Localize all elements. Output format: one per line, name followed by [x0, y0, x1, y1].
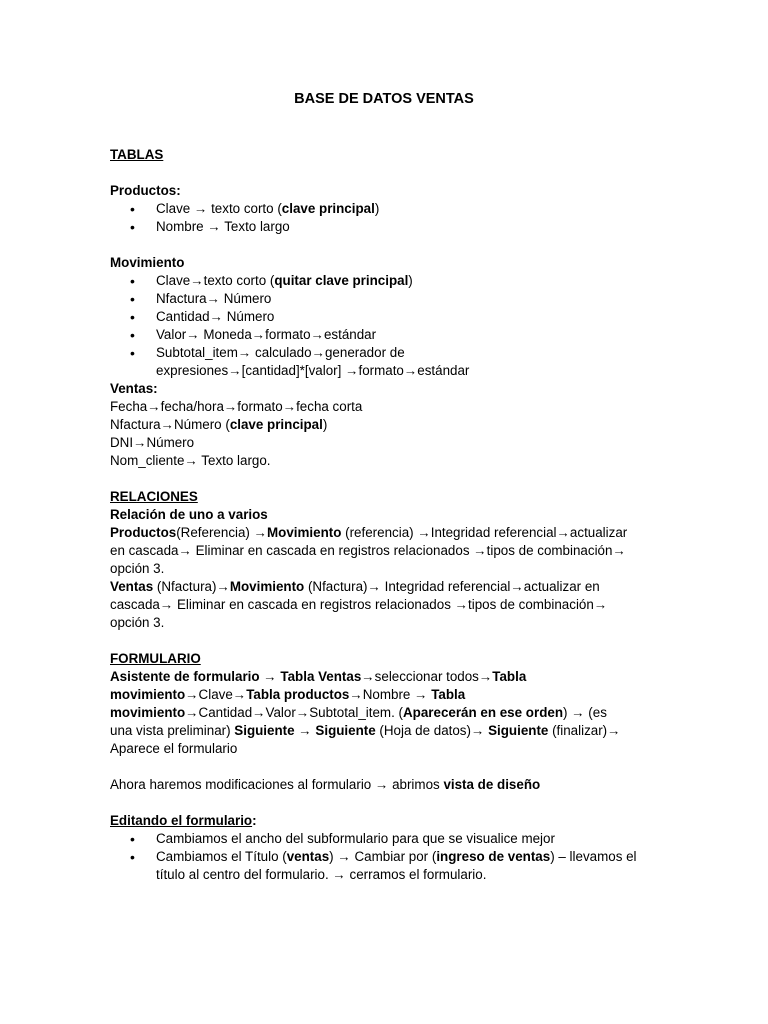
- arrow-icon: [161, 417, 174, 432]
- arrow-icon: [367, 579, 380, 594]
- arrow-icon: [254, 525, 267, 540]
- list-item: • Nombre → Texto largo: [110, 218, 670, 236]
- arrow-icon: [612, 543, 625, 558]
- arrow-icon: [224, 399, 237, 414]
- section-heading-tablas: TABLAS: [110, 147, 164, 162]
- arrow-icon: [194, 201, 207, 216]
- arrow-icon: [185, 687, 198, 702]
- movimiento-heading: Movimiento: [110, 255, 185, 270]
- ventas-line: DNI→ Número: [110, 434, 670, 452]
- section-heading-relaciones: RELACIONES: [110, 489, 198, 504]
- arrow-icon: [185, 705, 198, 720]
- document-body: [110, 89, 670, 884]
- arrow-icon: [594, 597, 607, 612]
- arrow-icon: [479, 669, 492, 684]
- relaciones-paragraph-2: Ventas (Nfactura)→ Movimiento (Nfactura)→ Integridad referencial→ actualizar en cascada→ Eliminar en cascada en registros relacionados → tipos de combinación→ opción 3.: [110, 578, 670, 632]
- arrow-icon: [263, 669, 276, 684]
- arrow-icon: [133, 435, 146, 450]
- arrow-icon: [228, 363, 241, 378]
- arrow-icon: [473, 543, 486, 558]
- arrow-icon: [571, 705, 584, 720]
- arrow-icon: [404, 363, 417, 378]
- arrow-icon: [471, 723, 484, 738]
- ventas-heading: Ventas:: [110, 381, 158, 396]
- arrow-icon: [238, 345, 251, 360]
- arrow-icon: [233, 687, 246, 702]
- arrow-icon: [417, 525, 430, 540]
- arrow-icon: [332, 867, 345, 882]
- ahora-line: Ahora haremos modificaciones al formulario → abrimos vista de diseño: [110, 776, 670, 794]
- ventas-line: Nom_cliente→ Texto largo.: [110, 452, 670, 470]
- arrow-icon: [557, 525, 570, 540]
- page-title: BASE DE DATOS VENTAS: [294, 91, 474, 107]
- ventas-line: Fecha→ fecha/hora→ formato→ fecha corta: [110, 398, 670, 416]
- arrow-icon: [296, 705, 309, 720]
- editando-list: [110, 830, 670, 884]
- movimiento-list: [110, 272, 670, 380]
- arrow-icon: [179, 543, 192, 558]
- list-item: • Cambiamos el ancho del subformulario para que se visualice mejor: [110, 830, 670, 848]
- list-item: • Cambiamos el Título (ventas) → Cambiar por (ingreso de ventas) – llevamos el título al centro del formulario. → cerramos el formulario.: [110, 848, 670, 884]
- arrow-icon: [414, 687, 427, 702]
- arrow-icon: [298, 723, 311, 738]
- arrow-icon: [210, 309, 223, 324]
- arrow-icon: [160, 597, 173, 612]
- list-item: • Nfactura→ Número: [110, 290, 670, 308]
- arrow-icon: [312, 345, 325, 360]
- section-heading-formulario: FORMULARIO: [110, 651, 201, 666]
- arrow-icon: [252, 705, 265, 720]
- arrow-icon: [147, 399, 160, 414]
- relaciones-subheading: Relación de uno a varios: [110, 507, 268, 522]
- arrow-icon: [349, 687, 362, 702]
- arrow-icon: [337, 849, 350, 864]
- productos-list: [110, 200, 670, 236]
- arrow-icon: [190, 273, 203, 288]
- arrow-icon: [361, 669, 374, 684]
- arrow-icon: [375, 777, 388, 792]
- arrow-icon: [207, 219, 220, 234]
- arrow-icon: [345, 363, 358, 378]
- productos-heading: Productos:: [110, 183, 181, 198]
- arrow-icon: [216, 579, 229, 594]
- arrow-icon: [607, 723, 620, 738]
- arrow-icon: [184, 453, 197, 468]
- editando-heading: Editando el formulario:: [110, 813, 257, 828]
- list-item: • Cantidad→ Número: [110, 308, 670, 326]
- arrow-icon: [207, 291, 220, 306]
- arrow-icon: [252, 327, 265, 342]
- ventas-line: Nfactura→ Número (clave principal): [110, 416, 670, 434]
- list-item: • Subtotal_item→ calculado→ generador de expresiones→ [cantidad]*[valor] → formato→ estándar: [110, 344, 670, 380]
- arrow-icon: [283, 399, 296, 414]
- arrow-icon: [455, 597, 468, 612]
- list-item: • Clave→ texto corto (quitar clave principal): [110, 272, 670, 290]
- relaciones-paragraph-1: Productos(Referencia) → Movimiento (referencia) → Integridad referencial→ actualizar en cascada→ Eliminar en cascada en registros relacionados → tipos de combinación→ opción 3.: [110, 524, 670, 578]
- list-item: • Clave → texto corto (clave principal): [110, 200, 670, 218]
- arrow-icon: [311, 327, 324, 342]
- formulario-paragraph: Asistente de formulario → Tabla Ventas→ seleccionar todos→ Tabla movimiento→ Clave→ Tabla productos→ Nombre → Tabla movimiento→ Cantidad→ Valor→ Subtotal_item. (Aparecerán en ese orden) → (es una vista preliminar) Siguiente → Siguiente (Hoja de datos)→ Siguiente (finalizar)→ Aparece el formulario: [110, 668, 670, 758]
- arrow-icon: [186, 327, 199, 342]
- list-item: • Valor→ Moneda→ formato→ estándar: [110, 326, 670, 344]
- arrow-icon: [510, 579, 523, 594]
